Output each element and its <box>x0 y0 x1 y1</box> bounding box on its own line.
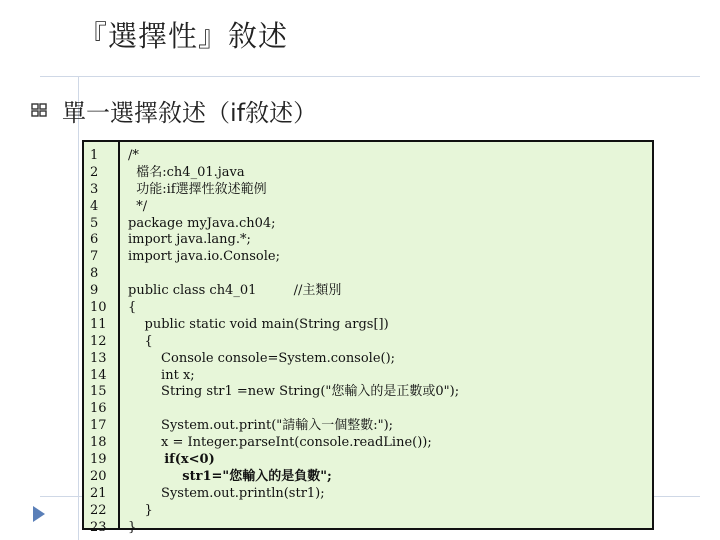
code-listing <box>82 140 654 535</box>
line-number-divider <box>118 142 120 528</box>
line-number: 15 <box>90 384 107 400</box>
line-number: 1 <box>90 148 99 163</box>
left-vertical-rule <box>78 76 79 540</box>
code-line: 檔名:ch4_01.java <box>128 164 245 180</box>
code-line: if(x<0) <box>128 452 215 468</box>
line-number: 18 <box>90 435 107 451</box>
code-line: System.out.println(str1); <box>128 485 325 501</box>
code-line: str1="您輸入的是負數"; <box>128 468 332 484</box>
line-number: 14 <box>90 367 107 383</box>
line-number: 4 <box>90 198 99 214</box>
line-number-column <box>90 148 116 536</box>
box-bullet-icon <box>30 101 48 119</box>
line-number: 6 <box>90 232 99 248</box>
top-divider <box>40 76 700 77</box>
code-line: } <box>128 519 137 535</box>
code-line: String str1 =new String("您輸入的是正數或0"); <box>128 384 460 400</box>
line-number: 7 <box>90 249 99 265</box>
code-line: 功能:if選擇性敘述範例 <box>128 181 267 197</box>
code-line <box>128 401 648 418</box>
line-number: 13 <box>90 350 107 366</box>
code-line: { <box>128 300 137 316</box>
code-line: import java.io.Console; <box>128 249 280 265</box>
code-column <box>128 148 648 536</box>
bullet-text: 單一選擇敘述（if敘述） <box>62 98 318 127</box>
line-number: 17 <box>90 418 107 434</box>
code-line: public static void main(String args[]) <box>128 316 389 332</box>
code-line: x = Integer.parseInt(console.readLine()); <box>128 435 432 451</box>
line-number: 9 <box>90 283 99 299</box>
line-number: 21 <box>90 485 107 501</box>
code-line: */ <box>128 198 148 214</box>
line-number: 22 <box>90 502 107 518</box>
line-number: 5 <box>90 215 99 231</box>
line-number: 2 <box>90 164 99 180</box>
code-line: public class ch4_01 //主類別 <box>128 283 342 299</box>
line-number: 23 <box>90 519 107 535</box>
code-line: int x; <box>128 367 195 383</box>
line-number: 16 <box>90 401 107 417</box>
bullet-item <box>30 94 317 126</box>
code-line: import java.lang.*; <box>128 232 251 248</box>
line-number: 20 <box>90 468 107 484</box>
code-line: } <box>128 502 153 518</box>
code-line: package myJava.ch04; <box>128 215 276 231</box>
code-line <box>128 266 648 283</box>
code-line: System.out.print("請輸入一個整數:"); <box>128 418 394 434</box>
code-line: /* <box>128 148 139 163</box>
line-number: 10 <box>90 300 107 316</box>
line-number: 3 <box>90 181 99 197</box>
line-number: 19 <box>90 452 107 468</box>
line-number: 12 <box>90 333 107 349</box>
arrow-icon[interactable] <box>28 503 50 525</box>
line-number: 11 <box>90 316 107 332</box>
line-number: 8 <box>90 266 99 282</box>
slide-title: 『選擇性』敘述 <box>78 19 289 53</box>
code-line: { <box>128 333 153 349</box>
code-line: Console console=System.console(); <box>128 350 396 366</box>
